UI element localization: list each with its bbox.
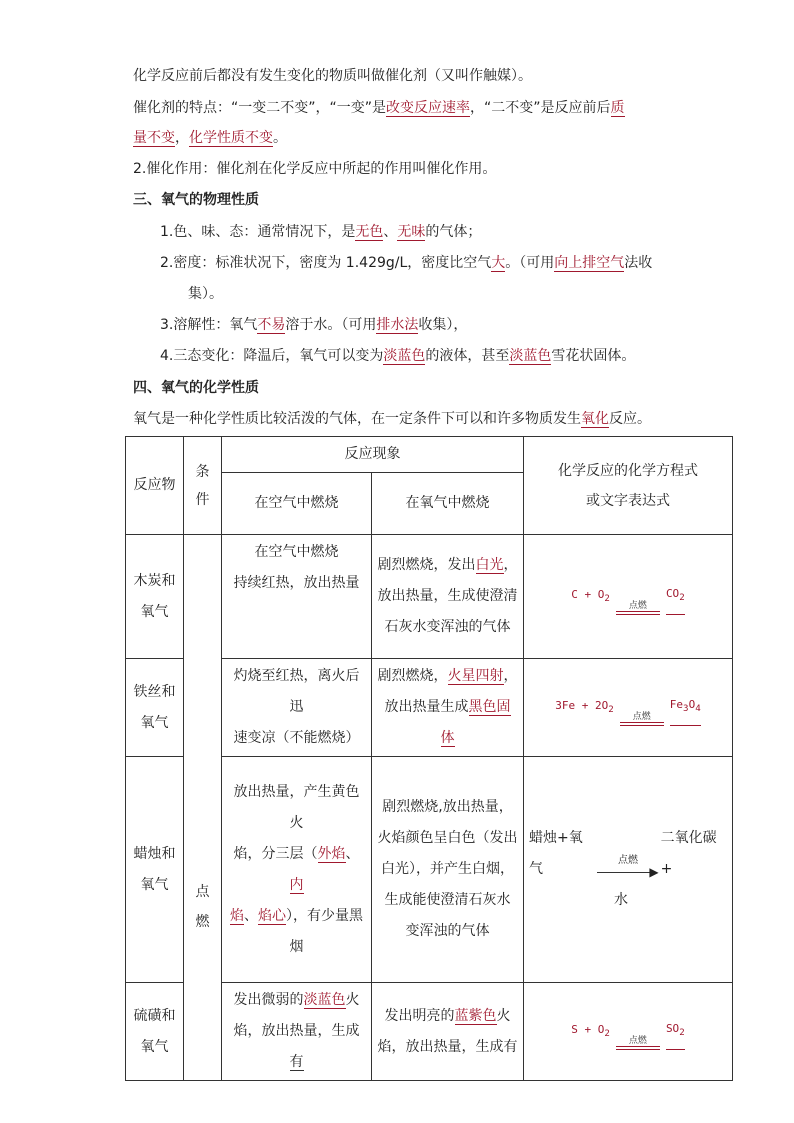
- header-reactant: 反应物: [126, 437, 184, 535]
- reactant-cell: 硫磺和 氧气: [126, 983, 184, 1081]
- equation-iron: $3Fe + 2O_2$ 点燃 $Fe_3O_4$: [555, 689, 700, 725]
- reaction-table: [125, 436, 733, 1081]
- reactant-cell: 蜡烛和 氧气: [126, 757, 184, 983]
- header-equation: 化学反应的化学方程式 或文字表达式: [524, 437, 733, 535]
- reactant-cell: 木炭和 氧气: [126, 535, 184, 659]
- equation-cell: [524, 535, 733, 659]
- reactant-cell: 铁丝和 氧气: [126, 659, 184, 757]
- equation-cell: [524, 659, 733, 757]
- oxygen-phenomenon-cell: 剧烈燃烧,放出热量， 火焰颜色呈白色（发出 白光），并产生白烟， 生成能使澄清石灰水 变浑浊的气体: [372, 757, 524, 983]
- air-phenomenon-cell: 发出微弱的淡蓝色火 焰，放出热量，生成有: [222, 983, 372, 1081]
- text-color-smell: 1.色、味、态：通常情况下，是无色、无味的气体；: [160, 224, 482, 240]
- condition-cell: 点燃: [184, 535, 222, 1081]
- header-condition: 条件: [184, 437, 222, 535]
- equation-candle: 蜡烛+氧气 点燃 ▶ 二氧化碳+: [529, 830, 717, 879]
- text-catalysis: 2.催化作用：催化剂在化学反应中所起的作用叫催化作用。: [133, 161, 497, 177]
- air-phenomenon-cell: 在空气中燃烧 持续红热，放出热量: [222, 535, 372, 659]
- header-in-oxygen: 在氧气中燃烧: [372, 473, 524, 535]
- text-density-cont: 集）。: [188, 286, 223, 302]
- air-phenomenon-cell: 放出热量，产生黄色火 焰，分三层（外焰、内 焰、焰心），有少量黑 烟: [222, 757, 372, 983]
- air-phenomenon-cell: 灼烧至红热，离火后迅 速变凉（不能燃烧）: [222, 659, 372, 757]
- equation-cell: [524, 983, 733, 1081]
- text-solubility: 3.溶解性：氧气不易溶于水。（可用排水法收集），: [160, 317, 468, 333]
- header-in-air: 在空气中燃烧: [222, 473, 372, 535]
- text-state-change: 4.三态变化：降温后，氧气可以变为淡蓝色的液体，甚至淡蓝色雪花状固体。: [160, 348, 636, 364]
- text-catalyst-features: 催化剂的特点：“一变二不变”，“一变”是改变反应速率，“二不变”是反应前后质: [133, 100, 625, 116]
- table-row: [126, 535, 733, 659]
- equation-carbon: $C + O_2$ 点燃 $CO_2$: [571, 578, 684, 614]
- oxygen-phenomenon-cell: 剧烈燃烧，火星四射， 放出热量生成黑色固 体: [372, 659, 524, 757]
- header-phenomenon: 反应现象: [222, 437, 524, 473]
- equation-sulfur: $S + O_2$ 点燃 $SO_2$: [571, 1013, 684, 1049]
- text-catalyst-features-cont: 量不变，化学性质不变。: [133, 130, 287, 146]
- heading-physical-properties: 三、氧气的物理性质: [133, 192, 259, 208]
- text-density: 2.密度：标准状况下，密度为 1.429g/L，密度比空气大。（可用向上排空气法收: [160, 255, 653, 271]
- text-catalyst-definition: 化学反应前后都没有发生变化的物质叫做催化剂（又叫作触媒）。: [133, 68, 532, 84]
- text-chemical-intro: 氧气是一种化学性质比较活泼的气体，在一定条件下可以和许多物质发生氧化反应。: [133, 411, 651, 427]
- equation-cell: 蜡烛+氧气 点燃 ▶ 二氧化碳+ 水: [524, 757, 733, 983]
- heading-chemical-properties: 四、氧气的化学性质: [133, 380, 259, 396]
- oxygen-phenomenon-cell: 发出明亮的蓝紫色火 焰，放出热量，生成有: [372, 983, 524, 1081]
- oxygen-phenomenon-cell: 剧烈燃烧，发出白光， 放出热量，生成使澄清 石灰水变浑浊的气体: [372, 535, 524, 659]
